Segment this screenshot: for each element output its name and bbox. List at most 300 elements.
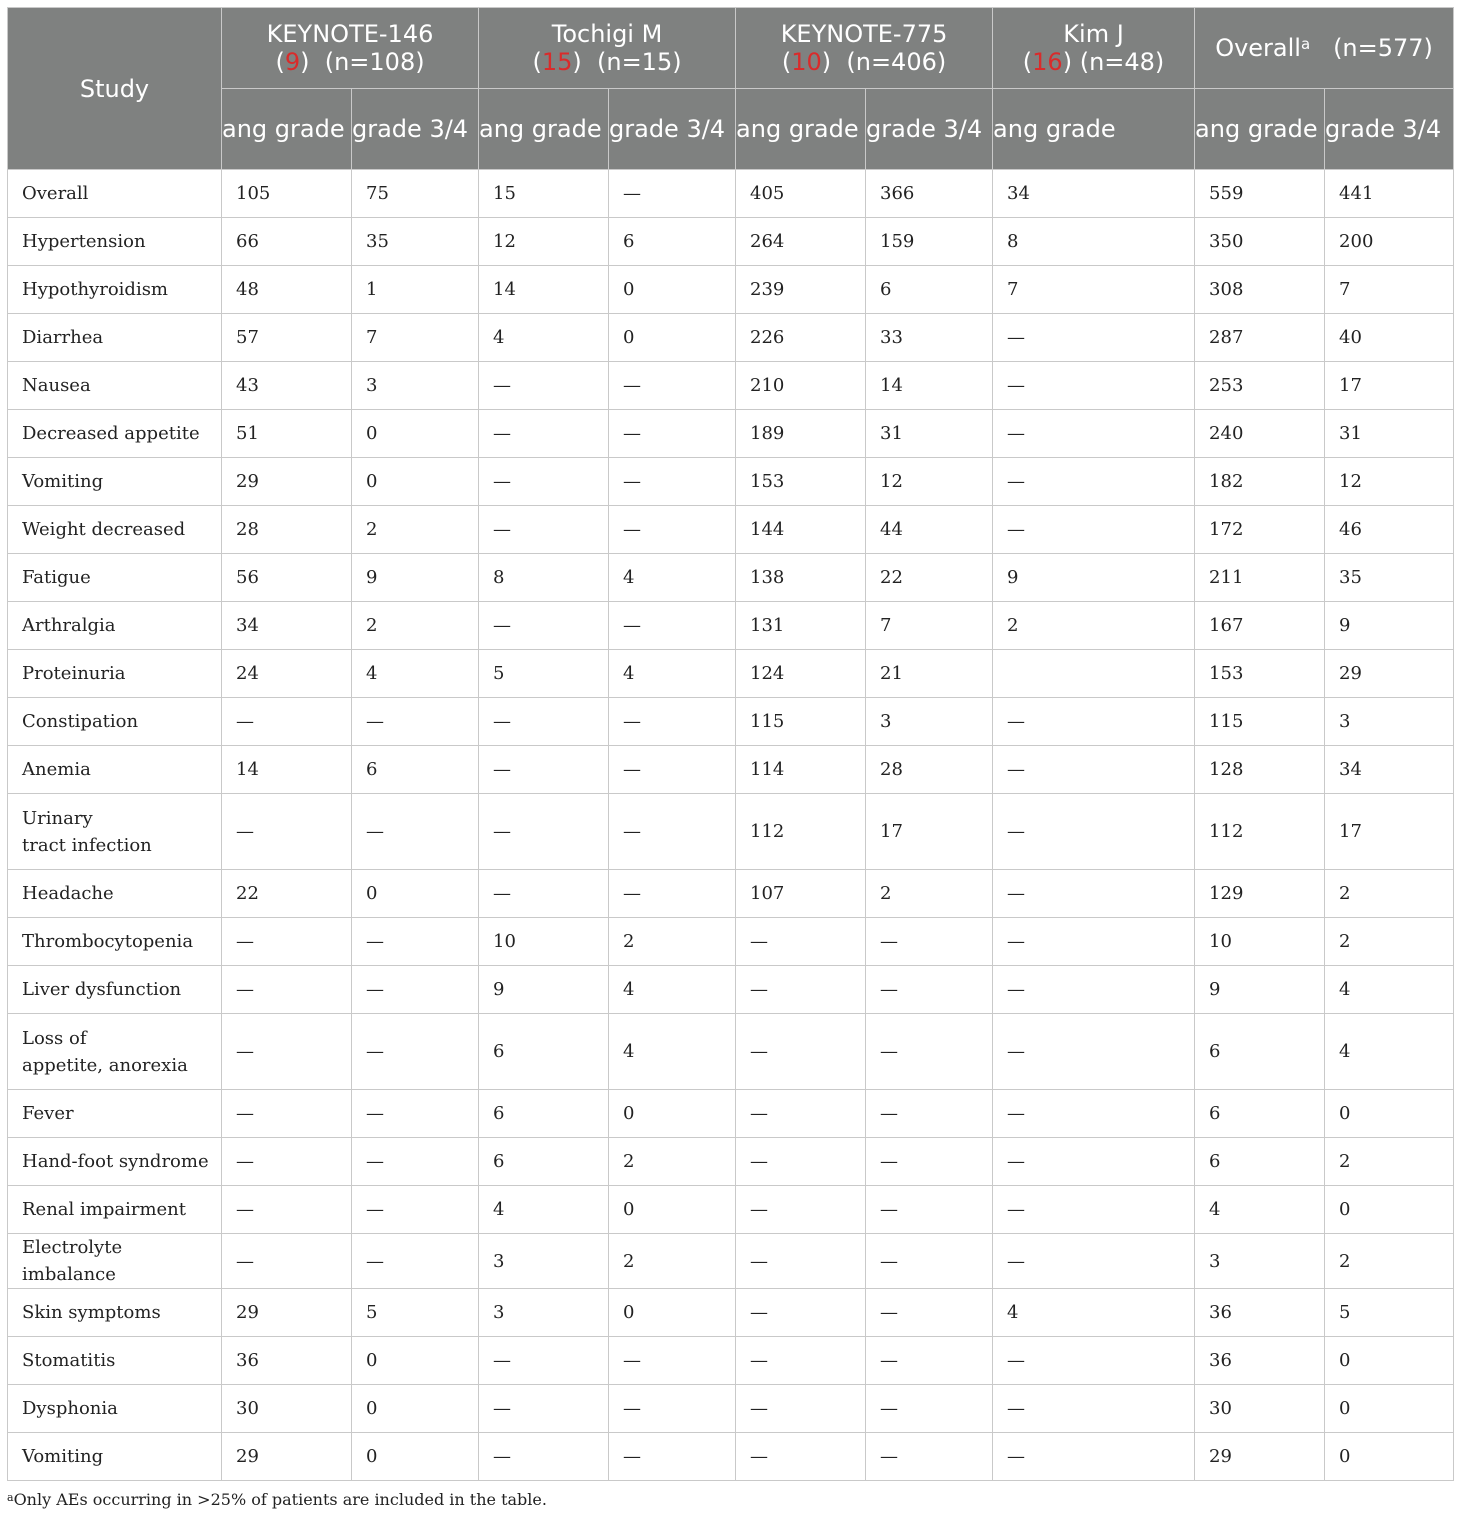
value-cell: — (609, 602, 736, 650)
value-cell: — (866, 1385, 993, 1433)
value-cell: 34 (993, 170, 1195, 218)
value-cell: 6 (1195, 1138, 1325, 1186)
adverse-event-label: Loss of (22, 1027, 87, 1049)
value-cell: — (736, 1433, 866, 1481)
value-cell: — (866, 1014, 993, 1090)
value-cell: 112 (1195, 794, 1325, 870)
subheader-grade-3-4: grade 3/4 (1325, 89, 1454, 170)
value-cell: 0 (352, 458, 479, 506)
adverse-event-label: Proteinuria (22, 663, 126, 684)
table-row (8, 1289, 1454, 1337)
value-cell: 3 (1325, 698, 1454, 746)
value-cell: 43 (222, 362, 352, 410)
value-cell: 144 (736, 506, 866, 554)
value-cell: 0 (609, 314, 736, 362)
value-cell: 29 (222, 1433, 352, 1481)
value-cell: — (352, 1234, 479, 1289)
value-cell: — (993, 918, 1195, 966)
value-cell: 28 (866, 746, 993, 794)
value-cell: 35 (352, 218, 479, 266)
adverse-event-name (8, 266, 222, 314)
value-cell: 129 (1195, 870, 1325, 918)
group-n: (n=48) (1079, 48, 1165, 76)
value-cell: 51 (222, 410, 352, 458)
adverse-event-name (8, 1234, 222, 1289)
value-cell: — (479, 746, 609, 794)
table-row (8, 458, 1454, 506)
value-cell: — (736, 1385, 866, 1433)
value-cell: 30 (222, 1385, 352, 1433)
table-row (8, 1385, 1454, 1433)
adverse-event-label-line2: appetite, anorexia (22, 1054, 188, 1076)
value-cell: 4 (1325, 966, 1454, 1014)
value-cell: — (993, 1138, 1195, 1186)
value-cell: 6 (479, 1138, 609, 1186)
value-cell: 7 (866, 602, 993, 650)
adverse-event-name (8, 1138, 222, 1186)
value-cell: 12 (866, 458, 993, 506)
table-header (8, 8, 1454, 170)
adverse-event-name (8, 602, 222, 650)
value-cell: 29 (1195, 1433, 1325, 1481)
value-cell: 17 (1325, 794, 1454, 870)
value-cell: 1 (352, 266, 479, 314)
reference-number: 10 (791, 48, 822, 76)
value-cell: — (222, 1234, 352, 1289)
adverse-event-label: Vomiting (22, 1446, 104, 1467)
value-cell: 4 (609, 966, 736, 1014)
table-row (8, 218, 1454, 266)
value-cell: 7 (352, 314, 479, 362)
value-cell: 48 (222, 266, 352, 314)
value-cell: — (736, 1186, 866, 1234)
value-cell: 4 (479, 314, 609, 362)
value-cell: 189 (736, 410, 866, 458)
table-row (8, 650, 1454, 698)
reference-number: 15 (541, 48, 573, 76)
value-cell: 253 (1195, 362, 1325, 410)
value-cell: — (866, 1138, 993, 1186)
value-cell: 0 (609, 1289, 736, 1337)
value-cell: — (866, 1186, 993, 1234)
value-cell: — (479, 506, 609, 554)
adverse-event-name (8, 218, 222, 266)
value-cell: 34 (222, 602, 352, 650)
value-cell: — (609, 1433, 736, 1481)
value-cell: — (866, 1234, 993, 1289)
value-cell: — (993, 1337, 1195, 1385)
subheader-any-grade: ang grade (993, 89, 1195, 170)
value-cell: — (479, 870, 609, 918)
value-cell: — (609, 1385, 736, 1433)
value-cell: — (736, 918, 866, 966)
value-cell: 2 (352, 506, 479, 554)
value-cell: — (609, 698, 736, 746)
value-cell: 44 (866, 506, 993, 554)
adverse-event-name (8, 794, 222, 870)
value-cell: 559 (1195, 170, 1325, 218)
adverse-event-label: Hand-foot syndrome (22, 1151, 209, 1172)
value-cell: 3 (479, 1289, 609, 1337)
value-cell: 0 (1325, 1186, 1454, 1234)
footnote (7, 1489, 547, 1511)
subheader-any-grade: ang grade (736, 89, 866, 170)
value-cell: 0 (1325, 1337, 1454, 1385)
group-name: KEYNOTE-775 (780, 20, 948, 48)
value-cell: 28 (222, 506, 352, 554)
group-name: Tochigi M (551, 20, 663, 48)
value-cell: — (609, 1337, 736, 1385)
value-cell: 17 (1325, 362, 1454, 410)
value-cell: — (479, 1385, 609, 1433)
value-cell: 0 (609, 1186, 736, 1234)
footnote-superscript: a (7, 1491, 14, 1504)
value-cell: — (609, 870, 736, 918)
value-cell: 66 (222, 218, 352, 266)
value-cell: 4 (609, 554, 736, 602)
group-n: (n=108) (324, 48, 425, 76)
value-cell: 6 (609, 218, 736, 266)
value-cell: 8 (479, 554, 609, 602)
adverse-event-name (8, 1289, 222, 1337)
value-cell: 3 (352, 362, 479, 410)
value-cell: 14 (866, 362, 993, 410)
value-cell: 3 (866, 698, 993, 746)
table-row (8, 1090, 1454, 1138)
value-cell: 115 (1195, 698, 1325, 746)
adverse-event-label: Liver dysfunction (22, 979, 182, 1000)
value-cell: 0 (1325, 1385, 1454, 1433)
value-cell: — (479, 1433, 609, 1481)
value-cell: 0 (609, 266, 736, 314)
value-cell: 405 (736, 170, 866, 218)
value-cell: — (609, 746, 736, 794)
adverse-event-label-line2: tract infection (22, 834, 152, 856)
subheader-any-grade: ang grade (1195, 89, 1325, 170)
value-cell: — (866, 1337, 993, 1385)
value-cell: 441 (1325, 170, 1454, 218)
value-cell: 17 (866, 794, 993, 870)
value-cell: — (993, 1014, 1195, 1090)
table-row (8, 698, 1454, 746)
header-sub-row (8, 89, 1454, 170)
value-cell: 12 (1325, 458, 1454, 506)
value-cell: 30 (1195, 1385, 1325, 1433)
group-header-keynote-775: KEYNOTE-775 (10) (n=406) (736, 8, 993, 89)
value-cell: 36 (1195, 1337, 1325, 1385)
table-row (8, 410, 1454, 458)
value-cell: 33 (866, 314, 993, 362)
adverse-event-name (8, 698, 222, 746)
value-cell: 24 (222, 650, 352, 698)
value-cell: — (352, 794, 479, 870)
value-cell: 2 (1325, 870, 1454, 918)
value-cell: — (352, 1090, 479, 1138)
value-cell: — (993, 458, 1195, 506)
adverse-event-name (8, 506, 222, 554)
adverse-event-name (8, 650, 222, 698)
value-cell: — (866, 966, 993, 1014)
value-cell: 6 (479, 1090, 609, 1138)
adverse-event-label: Diarrhea (22, 327, 104, 348)
adverse-event-name (8, 746, 222, 794)
value-cell: — (352, 698, 479, 746)
value-cell: — (993, 1186, 1195, 1234)
table-row (8, 870, 1454, 918)
value-cell: 57 (222, 314, 352, 362)
table-row (8, 1186, 1454, 1234)
table-row (8, 1337, 1454, 1385)
value-cell: — (479, 362, 609, 410)
adverse-event-name (8, 362, 222, 410)
adverse-event-label: Thrombocytopenia (22, 931, 194, 952)
adverse-event-label: Fatigue (22, 567, 91, 588)
value-cell: — (479, 698, 609, 746)
adverse-event-label: Dysphonia (22, 1398, 118, 1419)
value-cell: — (352, 1186, 479, 1234)
value-cell: 0 (609, 1090, 736, 1138)
group-header-tochigi-m: Tochigi M (15) (n=15) (479, 8, 736, 89)
adverse-event-label: Stomatitis (22, 1350, 116, 1371)
value-cell: 10 (1195, 918, 1325, 966)
value-cell: 6 (866, 266, 993, 314)
value-cell: 36 (222, 1337, 352, 1385)
study-column-header: Study (8, 8, 222, 170)
value-cell: 239 (736, 266, 866, 314)
adverse-event-label: Nausea (22, 375, 91, 396)
value-cell: — (609, 410, 736, 458)
value-cell: 9 (993, 554, 1195, 602)
value-cell: — (993, 410, 1195, 458)
value-cell: — (222, 794, 352, 870)
value-cell: 2 (993, 602, 1195, 650)
value-cell: 29 (222, 1289, 352, 1337)
adverse-event-label: Fever (22, 1103, 74, 1124)
value-cell: — (222, 1090, 352, 1138)
table-row (8, 506, 1454, 554)
adverse-events-table-container (7, 7, 1453, 1481)
adverse-event-name (8, 918, 222, 966)
value-cell: — (736, 1138, 866, 1186)
subheader-any-grade: ang grade (222, 89, 352, 170)
value-cell: 29 (1325, 650, 1454, 698)
value-cell: 2 (609, 1234, 736, 1289)
value-cell: — (222, 1138, 352, 1186)
adverse-event-label: Hypothyroidism (22, 279, 169, 300)
adverse-events-table (7, 7, 1454, 1481)
value-cell: 34 (1325, 746, 1454, 794)
value-cell: — (736, 1014, 866, 1090)
table-body (8, 170, 1454, 1481)
adverse-event-name (8, 314, 222, 362)
value-cell: 4 (609, 650, 736, 698)
subheader-grade-3-4: grade 3/4 (866, 89, 993, 170)
value-cell: — (609, 170, 736, 218)
adverse-event-name (8, 170, 222, 218)
value-cell: 211 (1195, 554, 1325, 602)
value-cell: 2 (866, 870, 993, 918)
subheader-grade-3-4: grade 3/4 (609, 89, 736, 170)
value-cell: — (352, 1138, 479, 1186)
value-cell: — (993, 362, 1195, 410)
value-cell: — (736, 1289, 866, 1337)
value-cell: — (993, 1090, 1195, 1138)
adverse-event-name (8, 458, 222, 506)
reference-number: 16 (1032, 48, 1063, 76)
value-cell: 2 (1325, 1138, 1454, 1186)
adverse-event-name (8, 870, 222, 918)
value-cell: 287 (1195, 314, 1325, 362)
value-cell: 46 (1325, 506, 1454, 554)
adverse-event-label: Electrolyte imbalance (22, 1237, 123, 1285)
value-cell: 107 (736, 870, 866, 918)
value-cell: 6 (479, 1014, 609, 1090)
superscript-a: a (1300, 35, 1311, 53)
value-cell: — (993, 1433, 1195, 1481)
table-row (8, 1014, 1454, 1090)
adverse-event-label: Headache (22, 883, 114, 904)
table-row (8, 362, 1454, 410)
value-cell: 124 (736, 650, 866, 698)
value-cell: 4 (1325, 1014, 1454, 1090)
adverse-event-label: Renal impairment (22, 1199, 186, 1220)
adverse-event-name (8, 1090, 222, 1138)
value-cell: — (609, 458, 736, 506)
value-cell: — (609, 506, 736, 554)
subheader-any-grade: ang grade (479, 89, 609, 170)
value-cell: 0 (352, 1433, 479, 1481)
value-cell: 4 (352, 650, 479, 698)
value-cell: 3 (1195, 1234, 1325, 1289)
value-cell: 4 (609, 1014, 736, 1090)
value-cell: — (866, 1433, 993, 1481)
adverse-event-name (8, 1014, 222, 1090)
value-cell: — (352, 966, 479, 1014)
value-cell: — (993, 746, 1195, 794)
value-cell: 36 (1195, 1289, 1325, 1337)
value-cell: 7 (1325, 266, 1454, 314)
adverse-event-name (8, 554, 222, 602)
value-cell: — (352, 918, 479, 966)
value-cell: 105 (222, 170, 352, 218)
group-name: KEYNOTE-146 (266, 20, 434, 48)
table-row (8, 602, 1454, 650)
table-row (8, 266, 1454, 314)
group-header-kim-j: Kim J (16) (n=48) (993, 8, 1195, 89)
table-row (8, 1433, 1454, 1481)
value-cell: 167 (1195, 602, 1325, 650)
value-cell: 200 (1325, 218, 1454, 266)
value-cell: — (993, 698, 1195, 746)
adverse-event-name (8, 1186, 222, 1234)
adverse-event-label: Overall (22, 183, 89, 204)
group-name: Overall (1215, 34, 1301, 62)
value-cell: — (993, 1385, 1195, 1433)
value-cell: — (993, 966, 1195, 1014)
adverse-event-label: Constipation (22, 711, 139, 732)
group-name: Kim J (1063, 20, 1124, 48)
value-cell (993, 650, 1195, 698)
value-cell: — (479, 458, 609, 506)
adverse-event-name (8, 1385, 222, 1433)
value-cell: 115 (736, 698, 866, 746)
value-cell: 6 (1195, 1014, 1325, 1090)
adverse-event-label: Decreased appetite (22, 423, 200, 444)
adverse-event-label: Urinary (22, 807, 93, 829)
adverse-event-label: Arthralgia (22, 615, 116, 636)
table-row (8, 170, 1454, 218)
table-row (8, 1234, 1454, 1289)
value-cell: 2 (609, 1138, 736, 1186)
group-header-keynote-146: KEYNOTE-146 (9) (n=108) (222, 8, 479, 89)
value-cell: — (993, 870, 1195, 918)
value-cell: — (479, 410, 609, 458)
group-header-overall (1195, 8, 1454, 89)
value-cell: 0 (352, 870, 479, 918)
value-cell: 366 (866, 170, 993, 218)
value-cell: 10 (479, 918, 609, 966)
value-cell: 2 (1325, 918, 1454, 966)
adverse-event-name (8, 1433, 222, 1481)
value-cell: — (736, 1090, 866, 1138)
value-cell: 29 (222, 458, 352, 506)
value-cell: 2 (352, 602, 479, 650)
value-cell: — (479, 1337, 609, 1385)
value-cell: 4 (1195, 1186, 1325, 1234)
value-cell: 14 (479, 266, 609, 314)
value-cell: 138 (736, 554, 866, 602)
table-row (8, 1138, 1454, 1186)
value-cell: 6 (1195, 1090, 1325, 1138)
group-n: (n=15) (597, 48, 682, 76)
value-cell: — (222, 918, 352, 966)
value-cell: 0 (352, 1385, 479, 1433)
value-cell: 14 (222, 746, 352, 794)
table-row (8, 314, 1454, 362)
value-cell: 75 (352, 170, 479, 218)
value-cell: 35 (1325, 554, 1454, 602)
value-cell: 153 (736, 458, 866, 506)
adverse-event-label: Anemia (22, 759, 91, 780)
value-cell: 0 (352, 1337, 479, 1385)
value-cell: — (352, 1014, 479, 1090)
value-cell: 159 (866, 218, 993, 266)
value-cell: 112 (736, 794, 866, 870)
value-cell: 40 (1325, 314, 1454, 362)
adverse-event-name (8, 410, 222, 458)
value-cell: — (609, 794, 736, 870)
value-cell: 22 (866, 554, 993, 602)
value-cell: 210 (736, 362, 866, 410)
footnote-text: Only AEs occurring in >25% of patients are included in the table. (13, 1490, 547, 1509)
value-cell: 6 (352, 746, 479, 794)
table-row (8, 794, 1454, 870)
value-cell: 9 (352, 554, 479, 602)
value-cell: 350 (1195, 218, 1325, 266)
value-cell: — (736, 966, 866, 1014)
value-cell: — (222, 1186, 352, 1234)
reference-number: 9 (284, 48, 301, 76)
value-cell: — (736, 1234, 866, 1289)
value-cell: 22 (222, 870, 352, 918)
value-cell: — (866, 1090, 993, 1138)
value-cell: 9 (479, 966, 609, 1014)
value-cell: 2 (1325, 1234, 1454, 1289)
value-cell: — (993, 794, 1195, 870)
value-cell: 31 (1325, 410, 1454, 458)
value-cell: 182 (1195, 458, 1325, 506)
adverse-event-name (8, 1337, 222, 1385)
